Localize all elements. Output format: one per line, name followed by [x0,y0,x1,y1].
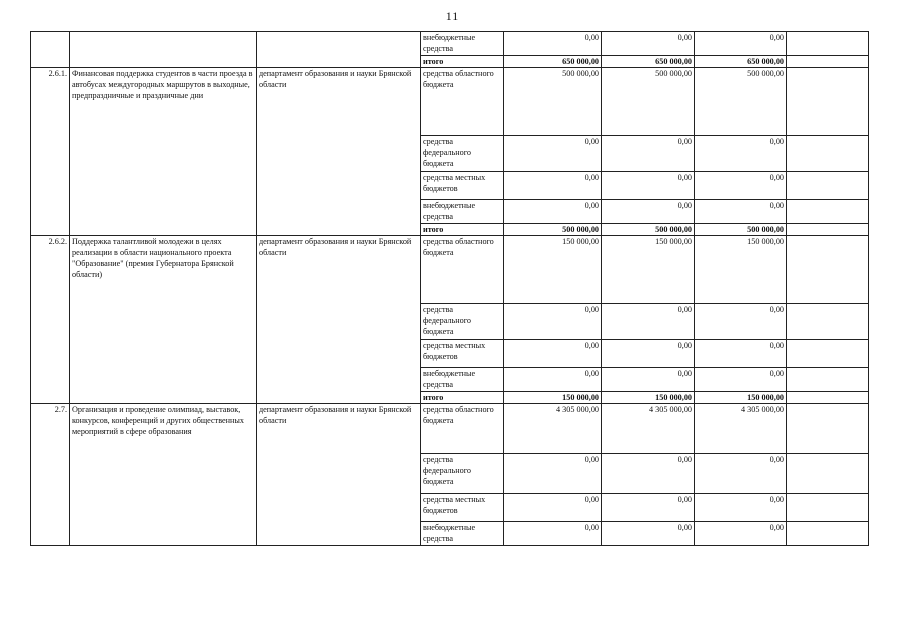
empty-cell [787,494,869,522]
empty-cell [787,404,869,454]
budget-table [30,31,869,546]
code-cell: 2.6.2. [31,236,70,404]
amount-cell: 500 000,00 [504,68,602,136]
amount-cell: 500 000,00 [602,224,695,236]
empty-cell [787,32,869,56]
source-cell: внебюджетные средства [421,200,504,224]
amount-cell: 150 000,00 [602,392,695,404]
amount-cell: 0,00 [504,368,602,392]
name-cell: Организация и проведение олимпиад, выставок, конкурсов, конференций и других общественных мероприятий в сфере образования [70,404,257,546]
source-cell: средства местных бюджетов [421,340,504,368]
amount-cell: 0,00 [504,200,602,224]
name-cell: Поддержка талантливой молодежи в целях реализации в области национального проекта "Образование" (премия Губернатора Брянской области) [70,236,257,404]
amount-cell: 0,00 [695,32,787,56]
source-cell: средства местных бюджетов [421,172,504,200]
amount-cell: 150 000,00 [504,236,602,304]
source-cell: средства федерального бюджета [421,454,504,494]
executor-cell: департамент образования и науки Брянской области [257,236,421,404]
empty-cell [787,236,869,304]
amount-cell: 150 000,00 [695,236,787,304]
empty-cell [787,56,869,68]
amount-cell: 0,00 [602,32,695,56]
table-row [31,32,869,56]
amount-cell: 0,00 [695,454,787,494]
amount-cell: 0,00 [504,172,602,200]
name-cell [70,32,257,68]
executor-cell [257,32,421,68]
amount-cell: 0,00 [602,368,695,392]
amount-cell: 4 305 000,00 [504,404,602,454]
source-cell: средства областного бюджета [421,236,504,304]
amount-cell: 650 000,00 [602,56,695,68]
table-row [31,404,869,454]
amount-cell: 4 305 000,00 [602,404,695,454]
table-row [31,236,869,304]
code-cell [31,32,70,68]
amount-cell: 0,00 [504,304,602,340]
amount-cell: 0,00 [504,32,602,56]
amount-cell: 150 000,00 [695,392,787,404]
amount-cell: 0,00 [695,368,787,392]
amount-cell: 500 000,00 [504,224,602,236]
source-cell: средства федерального бюджета [421,136,504,172]
amount-cell: 0,00 [602,304,695,340]
amount-cell: 0,00 [602,522,695,546]
amount-cell: 0,00 [504,340,602,368]
amount-cell: 0,00 [602,454,695,494]
total-label: итого [421,56,504,68]
empty-cell [787,304,869,340]
table-row [31,68,869,136]
amount-cell: 0,00 [695,522,787,546]
source-cell: средства областного бюджета [421,404,504,454]
empty-cell [787,172,869,200]
amount-cell: 0,00 [504,522,602,546]
amount-cell: 150 000,00 [602,236,695,304]
empty-cell [787,136,869,172]
amount-cell: 500 000,00 [695,68,787,136]
amount-cell: 0,00 [695,136,787,172]
amount-cell: 500 000,00 [695,224,787,236]
empty-cell [787,200,869,224]
amount-cell: 0,00 [602,494,695,522]
source-cell: внебюджетные средства [421,368,504,392]
source-cell: внебюджетные средства [421,32,504,56]
amount-cell: 0,00 [602,200,695,224]
executor-cell: департамент образования и науки Брянской области [257,68,421,236]
table-body [31,32,869,546]
amount-cell: 0,00 [602,172,695,200]
empty-cell [787,224,869,236]
page-number: 11 [445,9,460,23]
total-label: итого [421,392,504,404]
amount-cell: 500 000,00 [602,68,695,136]
source-cell: средства федерального бюджета [421,304,504,340]
amount-cell: 0,00 [504,136,602,172]
amount-cell: 0,00 [695,340,787,368]
amount-cell: 650 000,00 [695,56,787,68]
name-cell: Финансовая поддержка студентов в части проезда в автобусах междугородных маршрутов в выходные, предпраздничные и праздничные дни [70,68,257,236]
amount-cell: 0,00 [695,200,787,224]
empty-cell [787,368,869,392]
empty-cell [787,522,869,546]
amount-cell: 0,00 [602,136,695,172]
amount-cell: 150 000,00 [504,392,602,404]
amount-cell: 0,00 [695,304,787,340]
source-cell: внебюджетные средства [421,522,504,546]
executor-cell: департамент образования и науки Брянской области [257,404,421,546]
amount-cell: 0,00 [504,494,602,522]
amount-cell: 650 000,00 [504,56,602,68]
empty-cell [787,454,869,494]
empty-cell [787,340,869,368]
source-cell: средства областного бюджета [421,68,504,136]
code-cell: 2.7. [31,404,70,546]
amount-cell: 0,00 [504,454,602,494]
empty-cell [787,392,869,404]
empty-cell [787,68,869,136]
source-cell: средства местных бюджетов [421,494,504,522]
amount-cell: 0,00 [602,340,695,368]
amount-cell: 4 305 000,00 [695,404,787,454]
code-cell: 2.6.1. [31,68,70,236]
amount-cell: 0,00 [695,172,787,200]
total-label: итого [421,224,504,236]
amount-cell: 0,00 [695,494,787,522]
